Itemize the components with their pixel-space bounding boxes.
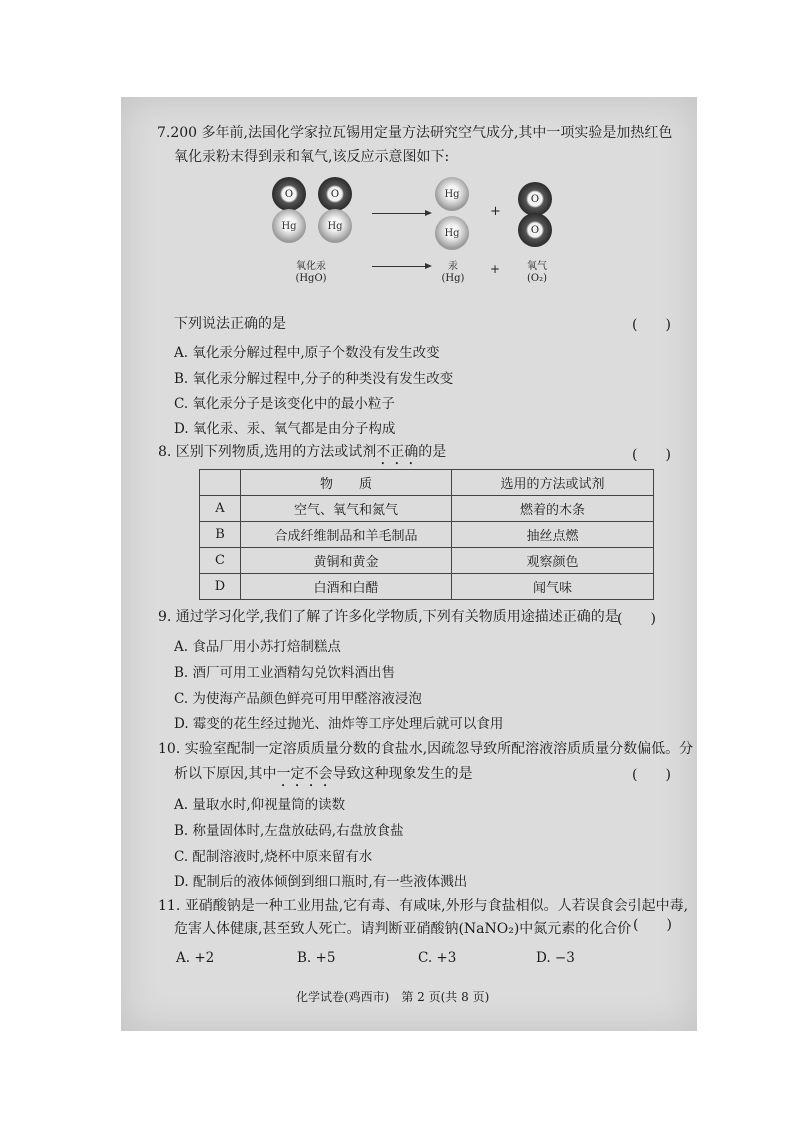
- q7-stem-line1: 7.200 多年前,法国化学家拉瓦锡用定量方法研究空气成分,其中一项实验是加热红色: [157, 125, 673, 141]
- oxygen-atom: O: [518, 213, 552, 247]
- q8-stem-end: 的是: [418, 444, 447, 460]
- o2-formula: (O₂): [526, 273, 547, 284]
- oxygen-atom: O: [272, 177, 306, 211]
- q10-stem-end: 导致这种现象发生的是: [332, 766, 473, 782]
- q9-stem: 9. 通过学习化学,我们了解了许多化学物质,下列有关物质用途描述正确的是: [158, 609, 619, 625]
- oxygen-atom: O: [518, 182, 552, 216]
- mercury-atom: Hg: [435, 177, 469, 211]
- q7-option-d: D. 氧化汞、汞、氧气都是由分子构成: [174, 421, 396, 437]
- method-cell: 燃着的木条: [452, 496, 654, 522]
- q10-option-a: A. 量取水时,仰视量筒的读数: [174, 797, 346, 813]
- hgo-name: 氧化汞: [296, 261, 326, 272]
- method-cell: 观察颜色: [452, 548, 654, 574]
- q11-option-d: D. −3: [536, 950, 575, 966]
- row-label: A: [200, 496, 241, 522]
- q11-answer-blank: ( ): [633, 917, 672, 933]
- q11-option-a: A. +2: [176, 950, 215, 966]
- q7-prompt: 下列说法正确的是: [174, 316, 286, 332]
- q8-answer-blank: ( ): [632, 447, 671, 463]
- q8-stem: [158, 441, 446, 468]
- table-row: [200, 522, 654, 548]
- table-header-cell: 选用的方法或试剂: [452, 470, 654, 496]
- substance-cell: 空气、氧气和氮气: [241, 496, 452, 522]
- q11-stem-line2: 危害人体健康,甚至致人死亡。请判断亚硝酸钠(NaNO₂)中氮元素的化合价: [174, 921, 632, 937]
- page-footer: 化学试卷(鸡西市) 第 2 页(共 8 页): [296, 990, 490, 1004]
- q10-option-b: B. 称量固体时,左盘放砝码,右盘放食盐: [174, 823, 404, 839]
- hgo-formula: (HgO): [295, 273, 327, 284]
- q8-table: [199, 469, 654, 600]
- row-label: B: [200, 522, 241, 548]
- q10-answer-blank: ( ): [632, 767, 671, 783]
- substance-cell: 黄铜和黄金: [241, 548, 452, 574]
- table-row: [200, 574, 654, 600]
- method-cell: 闻气味: [452, 574, 654, 600]
- q7-option-c: C. 氧化汞分子是该变化中的最小粒子: [174, 396, 395, 412]
- q11-option-c: C. +3: [418, 950, 457, 966]
- word-equation-arrow: [372, 266, 430, 267]
- q9-option-b: B. 酒厂可用工业酒精勾兑饮料酒出售: [174, 665, 396, 681]
- row-label: D: [200, 574, 241, 600]
- q10-stem-line1: 10. 实验室配制一定溶质质量分数的食盐水,因疏忽导致所配溶液溶质质量分数偏低。分: [158, 741, 694, 757]
- q8-stem-emphasis: 不正确: [376, 444, 419, 460]
- q11-stem-line1: 11. 亚硝酸钠是一种工业用盐,它有毒、有咸味,外形与食盐相似。人若误食会引起中毒,: [158, 898, 689, 914]
- mercury-atom: Hg: [272, 209, 306, 243]
- hg-formula: (Hg): [441, 273, 465, 284]
- table-header-row: [200, 470, 654, 496]
- table-row: [200, 548, 654, 574]
- substance-cell: 合成纤维制品和羊毛制品: [241, 522, 452, 548]
- row-label: C: [200, 548, 241, 574]
- q9-answer-blank: ( ): [617, 611, 656, 627]
- plus-sign: +: [490, 204, 501, 219]
- table-header-cell: 物 质: [241, 470, 452, 496]
- q9-option-c: C. 为使海产品颜色鲜亮可用甲醛溶液浸泡: [174, 691, 422, 707]
- oxygen-atom: O: [318, 177, 352, 211]
- o2-name: 氧气: [527, 261, 547, 272]
- table-row: [200, 496, 654, 522]
- q7-stem-line2: 氧化汞粉末得到汞和氧气,该反应示意图如下:: [174, 149, 450, 165]
- q10-option-c: C. 配制溶液时,烧杯中原来留有水: [174, 849, 373, 865]
- q10-stem-text: 析以下原因,其中: [174, 766, 277, 782]
- mercury-atom: Hg: [435, 216, 469, 250]
- q8-stem-text: 8. 区别下列物质,选用的方法或试剂: [158, 444, 377, 460]
- mercury-atom: Hg: [318, 209, 352, 243]
- method-cell: 抽丝点燃: [452, 522, 654, 548]
- q9-option-a: A. 食品厂用小苏打焙制糕点: [174, 639, 341, 655]
- q10-stem-emphasis: 一定不会: [276, 766, 333, 782]
- q7-option-b: B. 氧化汞分解过程中,分子的种类没有发生改变: [174, 371, 454, 387]
- plus-sign: +: [490, 262, 501, 276]
- substance-cell: 白酒和白醋: [241, 574, 452, 600]
- table-header-cell: [200, 470, 241, 496]
- q11-option-b: B. +5: [297, 950, 336, 966]
- reaction-arrow: [372, 213, 430, 214]
- hg-name: 汞: [448, 261, 458, 272]
- q7-option-a: A. 氧化汞分解过程中,原子个数没有发生改变: [174, 345, 440, 361]
- q7-answer-blank: ( ): [632, 317, 671, 333]
- q10-option-d: D. 配制后的液体倾倒到细口瓶时,有一些液体溅出: [174, 874, 468, 890]
- q9-option-d: D. 霉变的花生经过抛光、油炸等工序处理后就可以食用: [174, 716, 504, 732]
- q10-stem-line2: [174, 763, 472, 790]
